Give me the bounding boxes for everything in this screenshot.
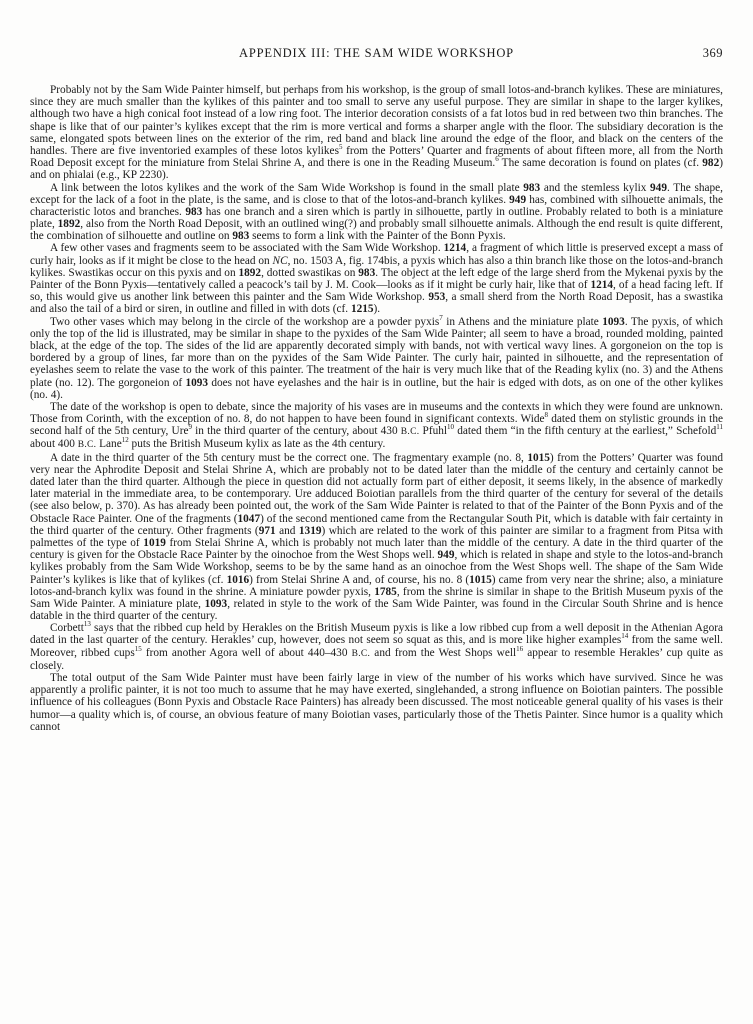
paragraph: Probably not by the Sam Wide Painter himself, but perhaps from his workshop, is the group of small lotos-and-branch kylikes. These are miniatures, since they are much smaller than the kylikes of this painter and too small to serve any useful purpose. They are similar in shape to the larger kylikes, although two have a high conical foot instead of a low ring foot. The interior decoration consists of a fat lotos bud in red between two thin branches. The shape is like that of our painter’s kylikes except that the rim is more vertical and forms a sharper angle with the floor. The subsidiary decoration is the same, elongated spots between lines on the exterior of the rim, red band and black line around the edge of the floor, and black on the centers of the handles. There are five inventoried examples of these lotos kylikes$^5$ from the Potters’ Quarter and fragments of about fifteen more, all from the North Road Deposit except for the miniature from Stelai Shrine A, and there is one in the Reading Museum.$^6$ The same decoration is found on plates (cf. 982) and on phialai (e.g., KP 2230).	[30, 84, 724, 182]
paragraph: The total output of the Sam Wide Painter must have been fairly large in view of the number of his works which have survived. Since he was apparently a prolific painter, it is not too much to assume that he may have exerted, singlehanded, a strong influence on Boiotian painters. The possible influence of his colleagues (Bonn Pyxis and Obstacle Race Painters) has already been discussed. The most noticeable general quality of his vases is their humor—a quality which is, of course, an obvious feature of many Boiotian vases, particularly those of the Thetis Painter. Since humor is a quality which cannot	[30, 672, 723, 733]
running-head	[30, 46, 723, 62]
paragraph: Two other vases which may belong in the circle of the workshop are a powder pyxis$^7$ in Athens and the miniature plate 1093. The pyxis, of which only the top of the lid is illustrated, may be similar in shape to the pyxides of the Sam Wide Painter; all seem to have a broad, rounded molding, painted black, at the edge of the top. The sides of the lid are apparently decorated simply with bands, not with vertical wavy lines. A gorgoneion on the top is bordered by a group of lines, far more than on the pyxides of the Sam Wide Painter. The curly hair, painted in silhouette, and the representation of eyelashes seem to relate the vase to the work of this painter. The treatment of the hair is very much like that of the Reading kylix (no. 3) and the Athens plate (no. 12). The gorgoneion of 1093 does not have eyelashes and the hair is in outline, but the hair is edged with dots, as on one of the other kylikes (no. 4).	[30, 313, 724, 401]
body-text	[30, 84, 723, 733]
running-head-title: APPENDIX III: THE SAM WIDE WORKSHOP	[239, 46, 514, 60]
paragraph: A few other vases and fragments seem to be associated with the Sam Wide Workshop. 1214, a fragment of which little is preserved except a mass of curly hair, looks as if it might be close to the head on NC, no. 1503 A, fig. 174bis, a pyxis which has also a thin branch like those on the lotos-and-branch kylikes. Swastikas occur on this pyxis and on 1892, dotted swastikas on 983. The object at the left edge of the large sherd from the Mykenai pyxis by the Painter of the Bonn Pyxis—tentatively called a peacock’s tail by J. M. Cook—looks as if it might be curly hair, like that of 1214, of a head facing left. If so, this would give us another link between this painter and the Sam Wide Workshop. 953, a small sherd from the North Road Deposit, has a swastika and also the tail of a bird or siren, in outline and filled in with dots (cf. 1215).	[30, 242, 723, 316]
page-number: 369	[702, 46, 723, 60]
paragraph: The date of the workshop is open to debate, since the majority of his vases are in museums and the contexts in which they were found are unknown. Those from Corinth, with the exception of no. 8, do not happen to have been found in significant contexts. Wide$^8$ dated them on stylistic grounds in the second half of the 5th century, Ure$^9$ in the third quarter of the century, about 430 B.C. Pfuhl$^{10}$ dated them “in the fifth century at the earliest,” Schefold$^{11}$ about 400 B.C. Lane$^{12}$ puts the British Museum kylix as late as the 4th century.	[30, 400, 723, 451]
paragraph: A date in the third quarter of the 5th century must be the correct one. The fragmentary example (no. 8, 1015) from the Potters’ Quarter was found very near the Aphrodite Deposit and Stelai Shrine A, which are probably not to be dated later than the middle of the century and certainly cannot be dated later than the third quarter. Although the piece in question did not actually form part of either deposit, it seems likely, in the absence of markedly later material in the immediate area, to be contemporary. Ure adduced Boiotian parallels from the third quarter of the century for several of the details (see also below, p. 370). As has already been pointed out, the work of the Sam Wide Painter is related to that of the Painter of the Bonn Pyxis and of the Obstacle Race Painter. One of the fragments (1047) of the second mentioned came from the Rectangular South Pit, which is datable with fair certainty in the third quarter of the century. Other fragments (971 and 1319) which are related to the work of this painter are similar to a fragment from Pitsa with palmettes of the type of 1019 from Stelai Shrine A, which is probably not much later than the middle of the century. A date in the third quarter of the century is given for the Obstacle Race Painter by the oinochoe from the West Shops well. 949, which is related in shape and style to the lotos-and-branch kylikes probably from the Sam Wide Workshop, seems to be by the same hand as an oinochoe from the West Shops well. The shape of the Sam Wide Painter’s kylikes is like that of kylikes (cf. 1016) from Stelai Shrine A and, of course, his no. 8 (1015) came from very near the shrine; also, a miniature lotos-and-branch kylix was found in the shrine. A miniature powder pyxis, 1785, from the shrine is similar in shape to the British Museum pyxis of the Sam Wide Painter. A miniature plate, 1093, related in style to the work of the Sam Wide Painter, was found in the Circular South Shrine and is hence datable in the third quarter of the century.	[30, 451, 724, 623]
paragraph: Corbett$^{13}$ says that the ribbed cup held by Herakles on the British Museum pyxis is like a low ribbed cup from a well deposit in the Athenian Agora dated in the last quarter of the century. Herakles’ cup, however, does not seem so squat as this, and is more like higher examples$^{14}$ from the same well. Moreover, ribbed cups$^{15}$ from another Agora well of about 440–430 B.C. and from the West Shops well$^{16}$ appear to resemble Herakles’ cup quite as closely.	[30, 620, 724, 672]
paragraph: A link between the lotos kylikes and the work of the Sam Wide Workshop is found in the small plate 983 and the stemless kylix 949. The shape, except for the lack of a foot in the plate, is the same, and is close to that of the lotos-and-branch kylikes. 949 has, combined with silhouette animals, the characteristic lotos and branches. 983 has one branch and a siren which is partly in silhouette, partly in outline. Probably related to both is a miniature plate, 1892, also from the North Road Deposit, with an outlined wing(?) and probably small silhouette animals. Although the end result is quite different, the combination of silhouette and outline on 983 seems to form a link with the Painter of the Bonn Pyxis.	[30, 181, 724, 243]
